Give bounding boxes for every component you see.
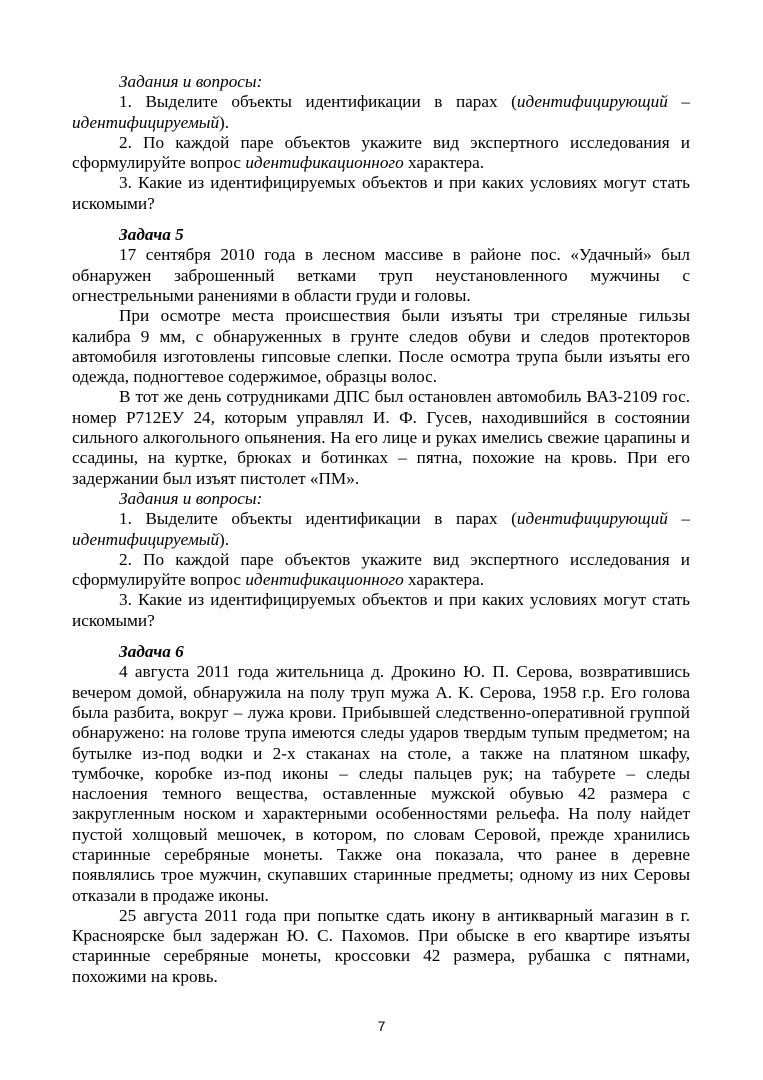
- task-6-paragraph-2: 25 августа 2011 года при попытке сдать икону в антикварный магазин в г. Красноярске был задержан Ю. С. Пахомов. При обыске в его квартире изъяты старинные серебряные монеты, кроссовки 42 размера, рубашка с пятнами, похожими на кровь.: [72, 905, 690, 986]
- question-2: 2. По каждой паре объектов укажите вид экспертного исследования и сформулируйте вопрос идентификационного характера.: [72, 132, 690, 173]
- page-content: [72, 72, 690, 987]
- task-5-tasks-label: Задания и вопросы:: [119, 488, 263, 508]
- task-5-question-2: 2. По каждой паре объектов укажите вид экспертного исследования и сформулируйте вопрос идентификационного характера.: [72, 549, 690, 590]
- task-5-paragraph-2: При осмотре места происшествия были изъяты три стреляные гильзы калибра 9 мм, с обнаруженных в грунте следов обуви и следов протекторов автомобиля изготовлены гипсовые слепки. После осмотра трупа были изъяты его одежда, подногтевое содержимое, образцы волос.: [72, 306, 690, 387]
- task-5-paragraph-1: 17 сентября 2010 года в лесном массиве в районе пос. «Удачный» был обнаружен заброшенный ветками труп неустановленного мужчины с огнестрельными ранениями в области груди и головы.: [72, 245, 690, 305]
- page-number: 7: [377, 1018, 386, 1034]
- question-3: 3. Какие из идентифицируемых объектов и при каких условиях могут стать искомыми?: [72, 173, 690, 213]
- task-5-question-3: 3. Какие из идентифицируемых объектов и при каких условиях могут стать искомыми?: [72, 590, 690, 630]
- task-6-paragraph-1: 4 августа 2011 года жительница д. Дрокино Ю. П. Серова, возвратившись вечером домой, обнаружила на полу труп мужа А. К. Серова, 1958 г.р. Его голова была разбита, вокруг – лужа крови. Прибывшей следственно-оперативной группой обнаружено: на голове трупа имеются следы ударов твердым тупым предметом; на бутылке из-под водки и 2-х стаканах на столе, а также на платяном шкафу, тумбочке, коробке из-под иконы – следы пальцев рук; на табурете – следы наслоения темного вещества, оставленные мужской обувью 42 размера с закругленным носком и характерными особенностями рельефа. На полу найдет пустой холщовый мешочек, в котором, по словам Серовой, прежде хранились старинные серебряные монеты. Также она показала, что ранее в деревне появлялись трое мужчин, скупавших старинные предметы; одному из них Серовы отказали в продаже иконы.: [72, 662, 690, 905]
- task-5-title: Задача 5: [119, 225, 184, 245]
- task-5-paragraph-3: В тот же день сотрудниками ДПС был остановлен автомобиль ВАЗ-2109 гос. номер Р712ЕУ 24, которым управлял И. Ф. Гусев, находившийся в состоянии сильного алкогольного опьянения. На его лице и руках имелись свежие царапины и ссадины, на куртке, брюках и ботинках – пятна, похожие на кровь. При его задержании был изъят пистолет «ПМ».: [72, 387, 690, 488]
- question-1: 1. Выделите объекты идентификации в парах (идентифицирующий – идентифицируемый).: [72, 92, 690, 132]
- tasks-label: Задания и вопросы:: [119, 72, 263, 91]
- task-6-title: Задача 6: [119, 642, 184, 662]
- task-5-question-1: 1. Выделите объекты идентификации в парах (идентифицирующий – идентифицируемый).: [72, 509, 690, 549]
